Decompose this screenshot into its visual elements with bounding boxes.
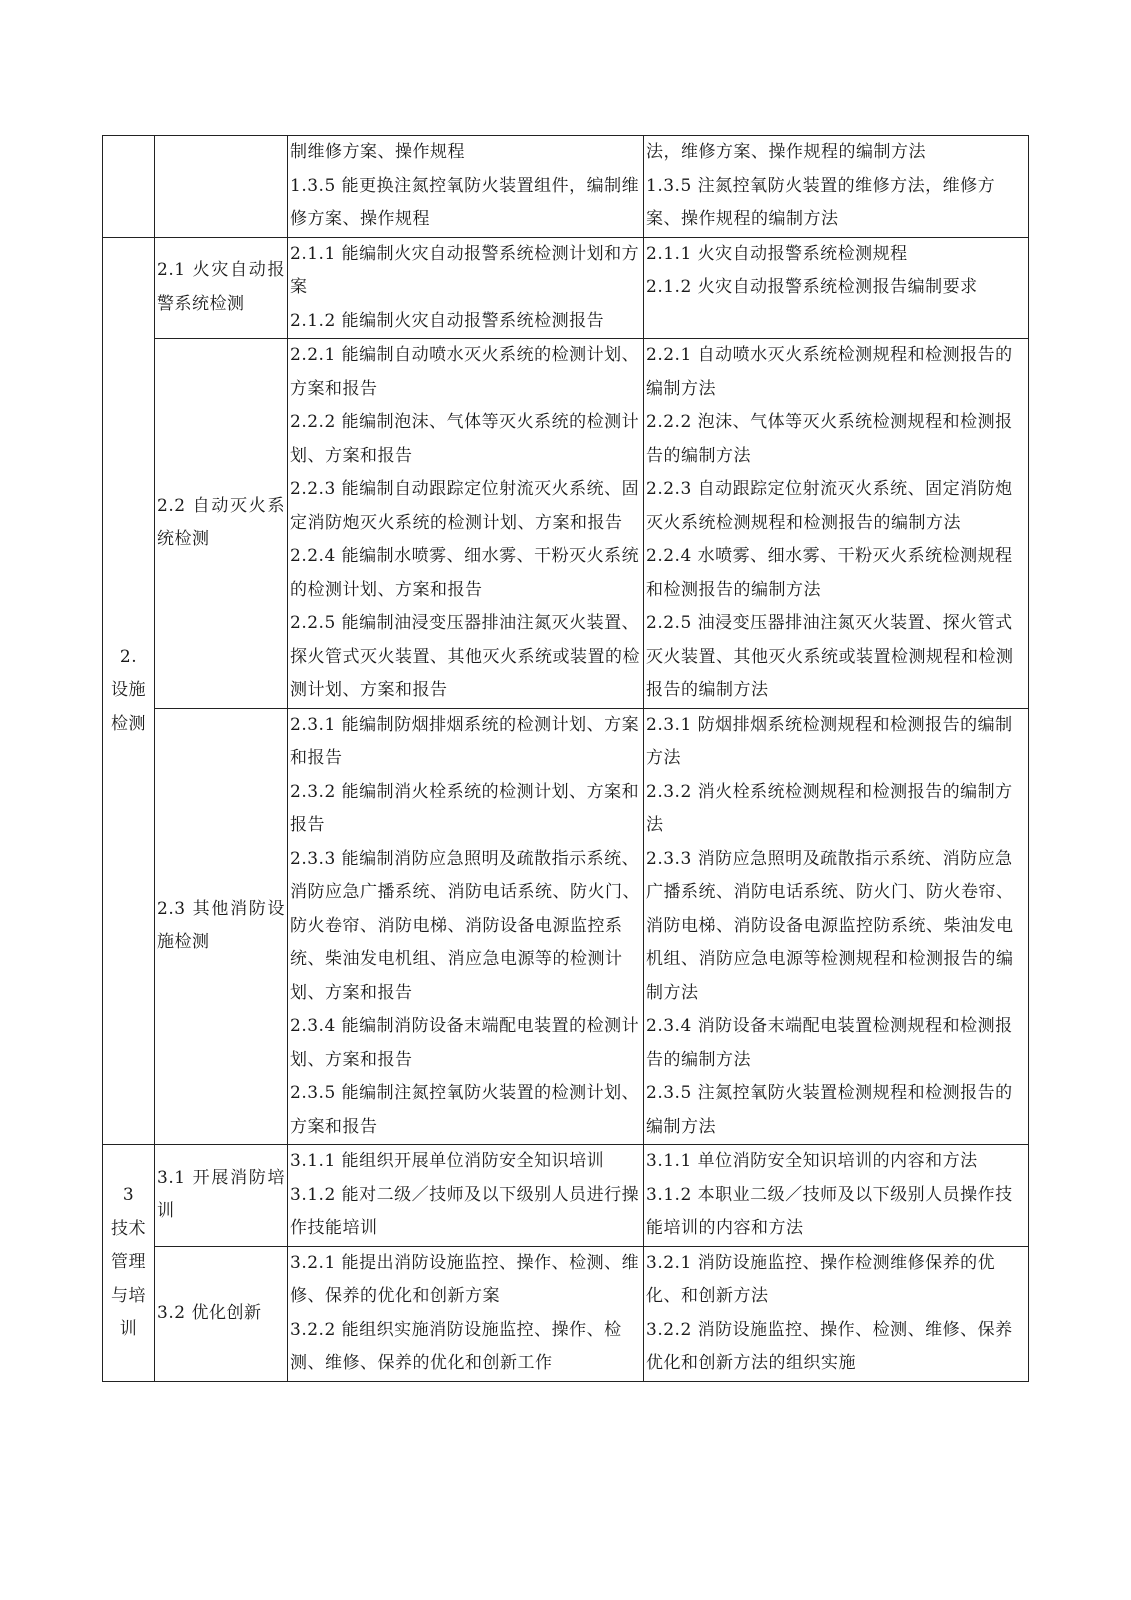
category-text: 检测 — [111, 713, 146, 734]
knowledge-item: 2.2.1 自动喷水灭火系统检测规程和检测报告的编制方法 — [646, 345, 1013, 399]
knowledge-item: 2.1.2 火灾自动报警系统检测报告编制要求 — [646, 277, 978, 297]
category-text: 3 — [122, 1185, 135, 1205]
skill-item: 1.3.5 能更换注氮控氧防火装置组件，编制维修方案、操作规程 — [290, 175, 640, 229]
knowledge-item: 2.2.4 水喷雾、细水雾、干粉灭火系统检测规程和检测报告的编制方法 — [646, 546, 1013, 600]
subcategory-text: 3.1 开展消防培训 — [157, 1167, 285, 1222]
subcategory-cell — [155, 237, 288, 339]
skills-table — [102, 135, 1029, 1382]
skill-item: 2.3.1 能编制防烟排烟系统的检测计划、方案和报告 — [290, 714, 640, 768]
table-row — [103, 1246, 1029, 1381]
skill-item: 2.1.1 能编制火灾自动报警系统检测计划和方案 — [290, 243, 640, 297]
skills-cell — [288, 1246, 644, 1381]
table-row — [103, 1145, 1029, 1247]
category-text: 管理 — [111, 1252, 146, 1272]
category-cell — [103, 136, 155, 238]
table-row — [103, 237, 1029, 339]
knowledge-item: 法，维修方案、操作规程的编制方法 — [646, 142, 926, 162]
subcategory-text: 2.1 火灾自动报警系统检测 — [157, 260, 285, 314]
category-cell — [103, 1145, 155, 1382]
knowledge-item: 2.2.2 泡沫、气体等灭火系统检测规程和检测报告的编制方法 — [646, 412, 1013, 466]
subcategory-text: 2.2 自动灭火系统检测 — [157, 495, 285, 550]
subcategory-cell — [155, 136, 288, 238]
knowledge-item: 2.2.5 油浸变压器排油注氮灭火装置、探火管式灭火装置、其他灭火系统或装置检测规程和检测报告的编制方法 — [646, 613, 1014, 700]
skill-item: 制维修方案、操作规程 — [290, 142, 465, 162]
skill-item: 3.1.1 能组织开展单位消防安全知识培训 — [290, 1151, 605, 1171]
category-text: 训 — [119, 1319, 138, 1339]
subcategory-cell — [155, 1246, 288, 1381]
skill-item: 2.3.4 能编制消防设备末端配电装置的检测计划、方案和报告 — [290, 1016, 640, 1070]
skill-item: 2.3.2 能编制消火栓系统的检测计划、方案和报告 — [290, 781, 640, 835]
category-cell — [103, 237, 155, 1145]
subcategory-cell — [155, 1145, 288, 1247]
knowledge-item: 3.2.2 消防设施监控、操作、检测、维修、保养优化和创新方法的组织实施 — [646, 1319, 1013, 1373]
knowledge-item: 2.3.1 防烟排烟系统检测规程和检测报告的编制方法 — [646, 714, 1013, 768]
skills-cell — [288, 237, 644, 339]
subcategory-cell — [155, 339, 288, 709]
knowledge-item: 3.1.2 本职业二级／技师及以下级别人员操作技能培训的内容和方法 — [646, 1184, 1013, 1238]
knowledge-cell — [644, 339, 1029, 709]
skill-item: 3.2.1 能提出消防设施监控、操作、检测、维修、保养的优化和创新方案 — [290, 1252, 640, 1306]
skill-item: 3.2.2 能组织实施消防设施监控、操作、检测、维修、保养的优化和创新工作 — [290, 1319, 622, 1373]
knowledge-item: 2.3.3 消防应急照明及疏散指示系统、消防应急广播系统、消防电话系统、防火门、防火卷帘、消防电梯、消防设备电源监控防系统、柴油发电机组、消防应急电源等检测规程和检测报告的编制方法 — [646, 848, 1014, 1003]
knowledge-item: 2.1.1 火灾自动报警系统检测规程 — [646, 243, 908, 264]
knowledge-item: 3.1.1 单位消防安全知识培训的内容和方法 — [646, 1151, 978, 1171]
skill-item: 2.2.5 能编制油浸变压器排油注氮灭火装置、探火管式灭火装置、其他灭火系统或装置的检测计划、方案和报告 — [290, 613, 640, 700]
category-text: 设施 — [111, 680, 146, 700]
skill-item: 2.1.2 能编制火灾自动报警系统检测报告 — [290, 310, 605, 331]
skills-cell — [288, 136, 644, 238]
knowledge-cell — [644, 1246, 1029, 1381]
knowledge-item: 2.3.5 注氮控氧防火装置检测规程和检测报告的编制方法 — [646, 1083, 1013, 1137]
knowledge-item: 2.3.2 消火栓系统检测规程和检测报告的编制方法 — [646, 781, 1013, 835]
subcategory-text: 3.2 优化创新 — [157, 1302, 262, 1323]
subcategory-text: 2.3 其他消防设施检测 — [157, 898, 285, 953]
category-text: 2. — [119, 646, 138, 667]
knowledge-cell — [644, 136, 1029, 238]
knowledge-item: 3.2.1 消防设施监控、操作检测维修保养的优化、和创新方法 — [646, 1252, 996, 1306]
category-text: 技术 — [111, 1218, 146, 1239]
skills-cell — [288, 1145, 644, 1247]
table-row — [103, 339, 1029, 709]
table-row — [103, 136, 1029, 238]
knowledge-item: 2.2.3 自动跟踪定位射流灭火系统、固定消防炮灭火系统检测规程和检测报告的编制方法 — [646, 479, 1013, 533]
skill-item: 2.2.1 能编制自动喷水灭火系统的检测计划、方案和报告 — [290, 345, 640, 399]
skill-item: 2.2.4 能编制水喷雾、细水雾、干粉灭火系统的检测计划、方案和报告 — [290, 546, 640, 600]
knowledge-item: 2.3.4 消防设备末端配电装置检测规程和检测报告的编制方法 — [646, 1016, 1013, 1070]
skill-item: 2.2.2 能编制泡沫、气体等灭火系统的检测计划、方案和报告 — [290, 412, 640, 466]
knowledge-cell — [644, 1145, 1029, 1247]
skills-cell — [288, 339, 644, 709]
skill-item: 2.3.5 能编制注氮控氧防火装置的检测计划、方案和报告 — [290, 1083, 640, 1137]
skill-item: 3.1.2 能对二级／技师及以下级别人员进行操作技能培训 — [290, 1184, 640, 1238]
table-row — [103, 708, 1029, 1145]
knowledge-cell — [644, 237, 1029, 339]
skill-item: 2.3.3 能编制消防应急照明及疏散指示系统、消防应急广播系统、消防电话系统、防火门、防火卷帘、消防电梯、消防设备电源监控系统、柴油发电机组、消应急电源等的检测计划、方案和报告 — [290, 848, 640, 1003]
category-text: 与培 — [111, 1285, 146, 1306]
knowledge-cell — [644, 708, 1029, 1145]
skills-cell — [288, 708, 644, 1145]
skill-item: 2.2.3 能编制自动跟踪定位射流灭火系统、固定消防炮灭火系统的检测计划、方案和报告 — [290, 479, 640, 533]
knowledge-item: 1.3.5 注氮控氧防火装置的维修方法，维修方案、操作规程的编制方法 — [646, 175, 996, 229]
subcategory-cell — [155, 708, 288, 1145]
